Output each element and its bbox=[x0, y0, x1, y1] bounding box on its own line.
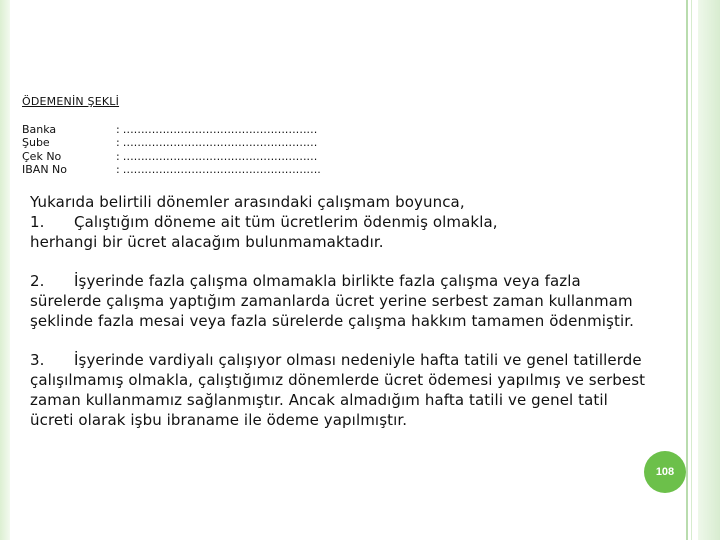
branch-label: Şube bbox=[22, 136, 50, 149]
right-frame-line-thin bbox=[691, 0, 692, 540]
page-number: 108 bbox=[655, 466, 675, 478]
right-frame-border bbox=[698, 0, 720, 540]
item-2-number: 2. bbox=[30, 272, 45, 290]
branch-field-row bbox=[22, 136, 321, 150]
right-frame-line bbox=[686, 0, 688, 540]
bank-field-row bbox=[22, 123, 321, 137]
payment-method-title: ÖDEMENİN ŞEKLİ bbox=[22, 95, 120, 108]
iban-field-row bbox=[22, 163, 321, 177]
release-statement-body bbox=[30, 192, 650, 430]
iban-label: IBAN No bbox=[22, 163, 67, 176]
iban-value: : ………………………………………………. bbox=[116, 163, 321, 176]
branch-value: : ……………………………………………… bbox=[116, 136, 318, 149]
statement-intro: Yukarıda belirtili dönemler arasındaki çalışmam boyunca, bbox=[30, 193, 465, 211]
bank-label: Banka bbox=[22, 122, 57, 136]
item-2-text: İşyerinde fazla çalışma olmamakla birlikte fazla çalışma veya fazla sürelerde çalışma yaptığım zamanlarda ücret yerine serbest zaman kullanmam şeklinde fazla mesai veya fazla sürelerde çalışma hakkım tamamen ödenmiştir. bbox=[30, 272, 634, 330]
statement-item-3 bbox=[30, 350, 650, 430]
check-no-field-row bbox=[22, 150, 321, 164]
page-number-badge bbox=[644, 451, 686, 493]
left-frame-border bbox=[0, 0, 10, 540]
check-no-label: Çek No bbox=[22, 149, 62, 163]
item-1-number: 1. bbox=[30, 213, 45, 231]
bank-value: : ……………………………………………… bbox=[116, 122, 318, 136]
check-no-value: : ……………………………………………… bbox=[116, 149, 318, 163]
statement-item-1 bbox=[30, 212, 650, 232]
payment-method-section bbox=[22, 95, 321, 177]
item-3-text: İşyerinde vardiyalı çalışıyor olması nedeniyle hafta tatili ve genel tatillerde çalışılmamış olmakla, çalıştığımız dönemlerde ücret ödemesi yapılmış ve serbest zaman kullanmamız sağlanmıştır. Ancak almadığım hafta tatili ve genel tatil ücreti olarak işbu ibraname ile ödeme yapılmıştır. bbox=[30, 351, 646, 429]
statement-item-2 bbox=[30, 271, 650, 331]
item-1-first-line: Çalıştığım döneme ait tüm ücretlerim ödenmiş olmakla, bbox=[74, 213, 498, 231]
item-1-continuation: herhangi bir ücret alacağım bulunmamaktadır. bbox=[30, 233, 384, 251]
item-3-number: 3. bbox=[30, 351, 45, 369]
